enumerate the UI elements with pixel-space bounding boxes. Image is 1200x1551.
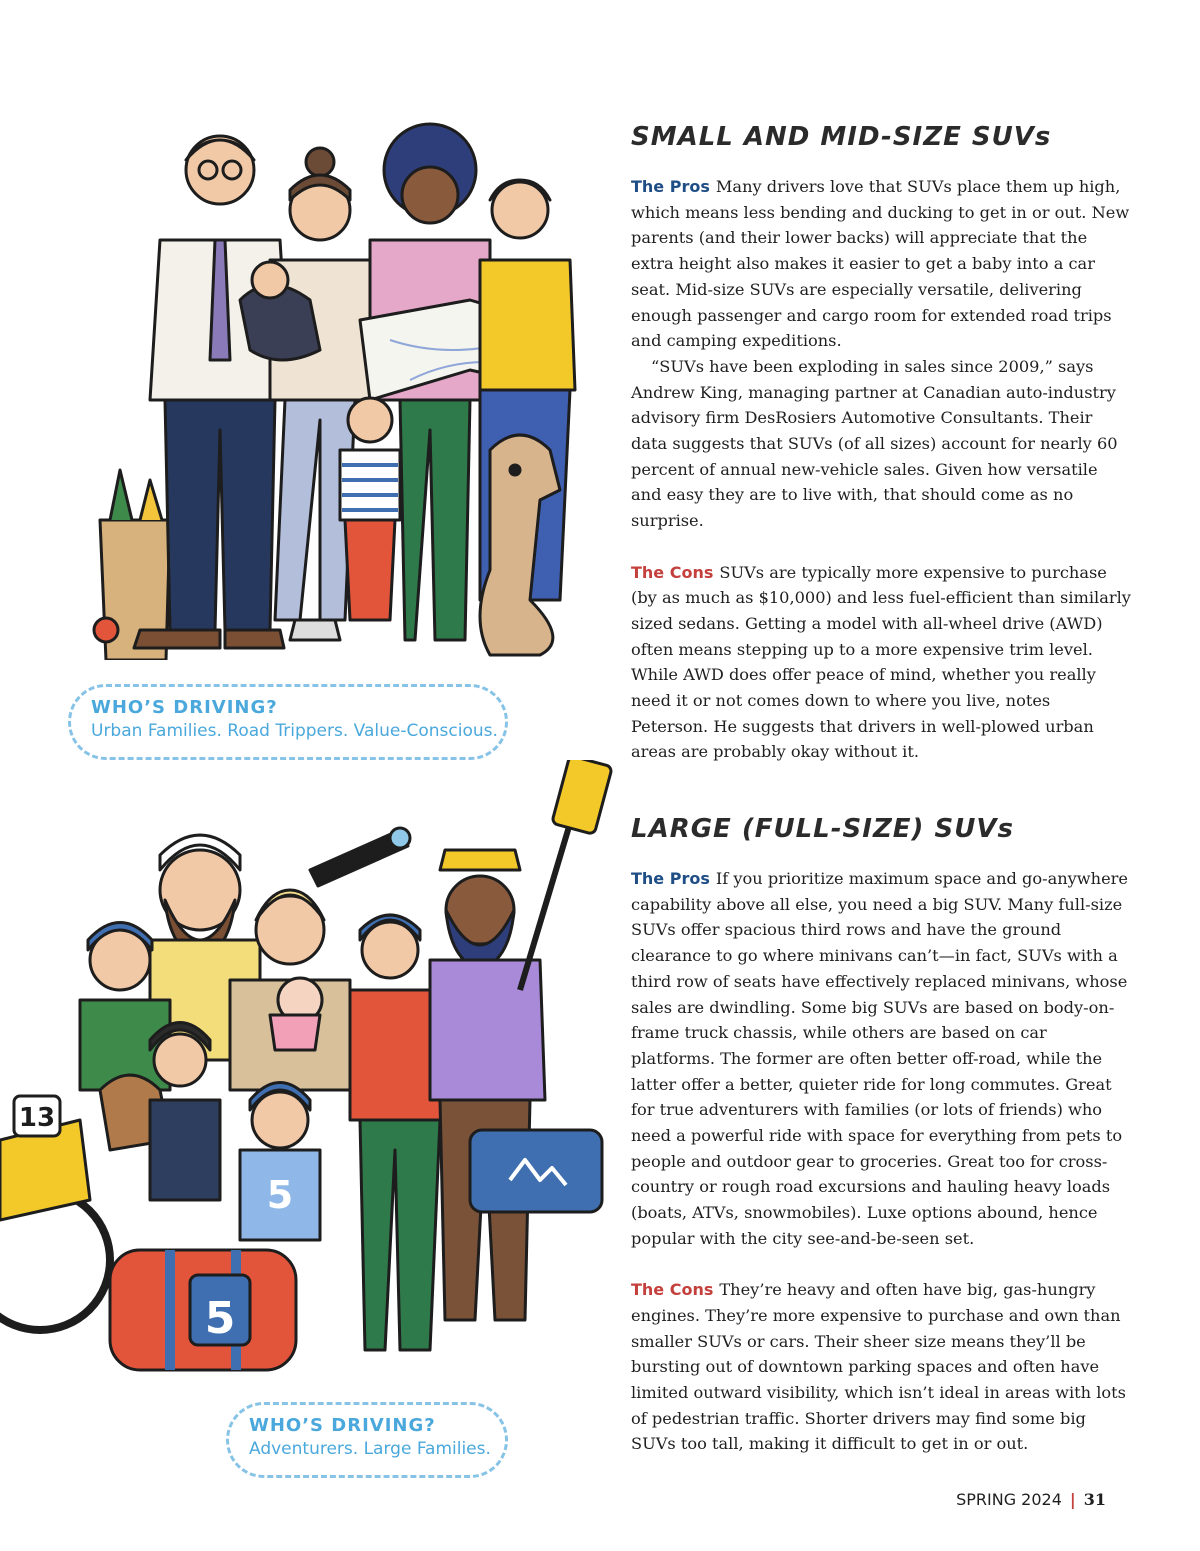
footer-separator: |: [1069, 1490, 1076, 1509]
callout-text: Adventurers. Large Families.: [249, 1439, 491, 1459]
callout-heading: WHO’S DRIVING?: [249, 1415, 436, 1436]
who-driving-callout-top: [68, 684, 508, 760]
pros-text: If you prioritize maximum space and go-anywhere capability above all else, you need a big SUV. Many full-size SUVs offer spacious third rows and have the ground clearance to go where minivans can’t—in fact, SUVs with a third row of seats have effectively replaced minivans, whose sales are dwindling. Some big SUVs are based on body-on-frame truck chassis, while others are based on car platforms. The former are often better off-road, while the latter offer a better, quieter ride for long commutes. Great for true adventurers with families (or lots of friends) who need a powerful ride with space for everything from pets to people and outdoor gear to groceries. Great too for cross-country or rough road excursions and hauling heavy loads (boats, ATVs, snowmobiles). Luxe options abound, hence popular with the city see-and-be-seen set.: [631, 869, 1128, 1248]
page-footer: [956, 1490, 1106, 1509]
cons-text: They’re heavy and often have big, gas-hungry engines. They’re more expensive to purchase and own than smaller SUVs or cars. Their sheer size means they’ll be bursting out of downtown parking spaces and often have limited outward visibility, which isn’t ideal in areas with lots of pedestrian traffic. Shorter drivers may find some big SUVs too tall, making it difficult to get in or out.: [631, 1280, 1126, 1454]
cons-text: SUVs are typically more expensive to purchase (by as much as $10,000) and less fuel-efficient than similarly sized sedans. Getting a model with all-wheel drive (AWD) often means stepping up to a more expensive trim level. While AWD does offer peace of mind, whether you really need it or not comes down to where you live, notes Peterson. He suggests that drivers in well-plowed urban areas are probably okay without it.: [631, 562, 1131, 762]
illustration-urban-family: [70, 100, 610, 660]
bike-number: 13: [18, 1103, 56, 1133]
callout-text: Urban Families. Road Trippers. Value-Conscious.: [91, 721, 498, 741]
page-number: 31: [1083, 1490, 1106, 1509]
section-title: LARGE (FULL-SIZE) SUVs: [631, 814, 1014, 844]
cons-label: The Cons: [631, 1280, 714, 1300]
pros-label: The Pros: [631, 177, 710, 196]
pros-paragraph: [631, 866, 1131, 1252]
pros-text: Many drivers love that SUVs place them up high, which means less bending and ducking to get in or out. New parents (and their lower backs) will appreciate that the extra height also makes it easier to get a baby into a car seat. Mid-size SUVs are especially versatile, delivering enough passenger and cargo room for extended road trips and camping expeditions.: [631, 177, 1130, 351]
illustration-adventure-family: [0, 760, 630, 1400]
pros-label: The Pros: [631, 869, 710, 888]
section-small-mid-suvs: [631, 122, 1131, 765]
jersey-number: 5: [266, 1173, 294, 1217]
issue-label: SPRING 2024: [956, 1490, 1062, 1509]
cons-label: The Cons: [631, 562, 714, 582]
section-title: SMALL AND MID-SIZE SUVs: [631, 122, 1052, 152]
who-driving-callout-bottom: [226, 1402, 508, 1478]
callout-heading: WHO’S DRIVING?: [91, 697, 278, 718]
pros-text-quote: “SUVs have been exploding in sales since 2009,” says Andrew King, managing partner at Canadian auto-industry advisory firm DesRosiers Automotive Consultants. Their data suggests that SUVs (of all sizes) account for nearly 60 percent of annual new-vehicle sales. Given how versatile and easy they are to live with, that should come as no surprise.: [631, 356, 1118, 531]
cons-paragraph: [631, 560, 1131, 766]
pros-paragraph: [631, 174, 1131, 534]
section-large-suvs: [631, 814, 1131, 1457]
bag-number: 5: [204, 1293, 236, 1344]
cons-paragraph: [631, 1277, 1131, 1457]
